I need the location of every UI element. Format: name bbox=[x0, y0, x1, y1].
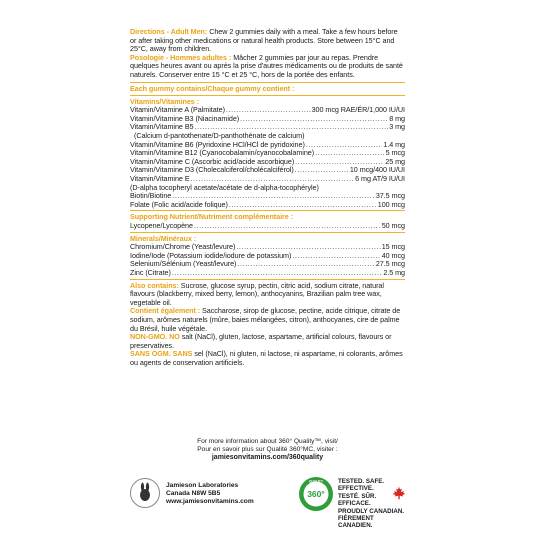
svg-text:360°: 360° bbox=[307, 489, 325, 499]
ingredient-row: Zinc (Citrate) ..... 2.5 mg bbox=[130, 269, 405, 278]
non-gmo-en: NON-GMO. NO salt (NaCl), gluten, lactose, aspartame, artificial colours, flavours or preservatives. bbox=[130, 332, 392, 350]
ingredient-row: Biotin/Biotine ..... 37.5 mcg bbox=[130, 192, 405, 201]
directions-fr: Posologie - Hommes adultes : Mâcher 2 gummies par jour au repas. Prendre quelques heures avant ou après la prise d'autres médicaments ou de produits de santé naturels. Conserver entre 15 °C et 25 °C, hors de la portée des enfants. bbox=[130, 52, 403, 79]
divider bbox=[130, 279, 405, 280]
ingredient-row: Vitamin/Vitamine B6 (Pyridoxine HCl/HCl de pyridoxine) ..... 1.4 mg bbox=[130, 141, 405, 150]
divider bbox=[130, 210, 405, 211]
also-contains-en: Also contains: Sucrose, glucose syrup, pectin, citric acid, sodium citrate, natural flavours (blackberry, mixed berry, lemon), anthocyanins, Brazilian palm tree wax, vegetable oil. bbox=[130, 280, 384, 307]
each-gummy-heading: Each gummy contains/Chaque gummy contient : bbox=[130, 84, 295, 94]
vitamins-list bbox=[130, 106, 405, 209]
ingredient-note: (D-alpha tocopheryl acetate/acétate de d-alpha-tocophéryle) bbox=[130, 182, 319, 192]
also-contains-fr: Contient également : Saccharose, sirop de glucose, pectine, acide citrique, citrate de sodium, arômes naturels (mûre, baies mélangées, citron), anthocyanes, cire de palme du Brésil, huile végétale. bbox=[130, 306, 401, 333]
ingredient-row: Vitamin/Vitamine A (Palmitate) ..... 300 mcg RAE/ÉR/1,000 IU/UI bbox=[130, 106, 405, 115]
ingredient-row: Vitamin/Vitamine C (Ascorbic acid/acide ascorbique) ..... 25 mg bbox=[130, 158, 405, 167]
quality-seal-icon bbox=[298, 476, 334, 512]
no-animal-testing-icon bbox=[130, 478, 160, 508]
directions-en: Directions - Adult Men: Chew 2 gummies daily with a meal. Take a few hours before or after taking other medications or natural health products. Store between 15°C and 25°C, away from children. bbox=[130, 27, 398, 54]
more-info: For more information about 360° Quality™, visit/ Pour en savoir plus sur Qualité 360°MC, visiter : jamiesonvitamins.com/360quality bbox=[130, 438, 405, 462]
minerals-heading: Minerals/Minéraux : bbox=[130, 233, 197, 243]
divider bbox=[130, 82, 405, 84]
divider bbox=[130, 232, 405, 233]
ingredient-row: Chromium/Chrome (Yeast/levure) ..... 15 mcg bbox=[130, 243, 405, 252]
supporting-heading: Supporting Nutrient/Nutriment complémentaire : bbox=[130, 212, 294, 222]
ingredient-row: Lycopene/Lycopène ..... 50 mcg bbox=[130, 222, 405, 231]
ingredient-row: Selenium/Sélénium (Yeast/levure) ..... 27.5 mcg bbox=[130, 260, 405, 269]
svg-text:QUALITY: QUALITY bbox=[309, 479, 323, 484]
label-footer bbox=[130, 476, 405, 530]
vitamins-heading: Vitamins/Vitamines : bbox=[130, 96, 200, 106]
non-gmo-fr: SANS OGM. SANS sel (NaCl), ni gluten, ni lactose, ni aspartame, ni colorants, arômes ou agents de conservation artificiels. bbox=[130, 349, 403, 367]
ingredient-row: Vitamin/Vitamine B5 ..... 3 mg bbox=[130, 123, 405, 132]
supplement-label bbox=[130, 28, 405, 367]
ingredient-note: (Calcium d-pantothenate/D-panthothénate de calcium) bbox=[134, 131, 305, 141]
ingredient-row: Vitamin/Vitamine B12 (Cyanocobalamin/cyanocobalamine) ..... 5 mcg bbox=[130, 149, 405, 158]
company-address: Jamieson Laboratories Canada N8W 5B5 www.jamiesonvitamins.com bbox=[166, 482, 254, 505]
maple-leaf-icon bbox=[392, 486, 406, 500]
ingredient-row: Folate (Folic acid/acide folique) ..... 100 mcg bbox=[130, 201, 405, 210]
ingredient-row: Iodine/Iode (Potassium iodide/iodure de potassium) ..... 40 mcg bbox=[130, 252, 405, 261]
tagline: TESTED. SAFE. EFFECTIVE. TESTÉ. SÛR. EFFICACE. PROUDLY CANADIAN. FIÈREMENT CANADIEN. bbox=[338, 478, 405, 530]
ingredient-row: Vitamin/Vitamine E ..... 6 mg AT/9 IU/UI bbox=[130, 175, 405, 184]
ingredient-row: Vitamin/Vitamine D3 (Cholecalciferol/cholécalciférol) ..... 10 mcg/400 IU/UI bbox=[130, 166, 405, 175]
quality-url[interactable]: jamiesonvitamins.com/360quality bbox=[211, 454, 324, 461]
divider bbox=[130, 95, 405, 96]
ingredient-row: Vitamin/Vitamine B3 (Niacinamide) ..... 8 mg bbox=[130, 115, 405, 124]
